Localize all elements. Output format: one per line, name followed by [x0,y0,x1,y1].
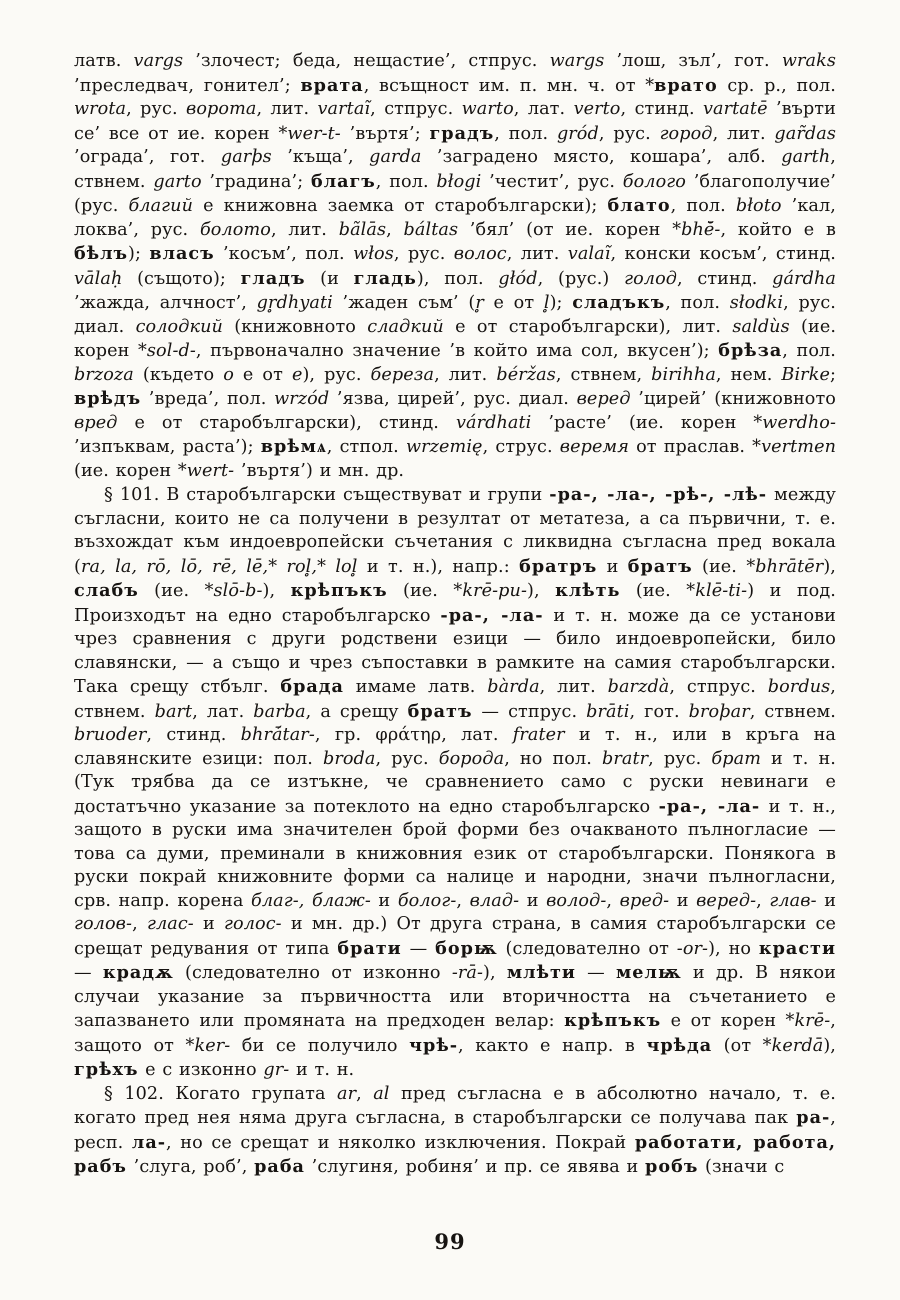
text-segment: , лат. [513,99,574,119]
text-segment: gar̃das [774,123,836,144]
text-segment: , гр. φράτηρ, лат. [314,725,513,745]
text-segment: (следователно от изконно [173,963,452,983]
text-segment: broþar [688,701,750,722]
text-segment: влад- [469,890,520,911]
text-segment: брати [337,937,402,959]
text-segment: , както е напр. в [458,1035,647,1056]
text-segment: , (рус.) [537,268,625,289]
text-segment: al [373,1083,390,1104]
text-segment: борѭ [435,937,498,959]
text-segment: братръ [519,555,598,577]
text-segment: wargs [549,51,605,71]
text-segment: garda [369,147,422,167]
text-segment: , рус. [648,748,712,769]
text-segment: e [291,364,303,385]
text-segment: -ра-, -ла-, -рѣ-, -лѣ- [549,484,768,505]
text-segment: § 102. Когато групата [104,1083,337,1104]
text-segment: глас- [146,914,194,934]
text-segment: , рус. [126,99,186,119]
text-segment: bratr [602,748,649,769]
text-segment: bhrā́tar- [240,725,315,745]
text-segment: и [519,890,547,911]
text-segment: и [370,890,398,911]
text-segment: (значи с [698,1157,785,1177]
text-segment: , рус. [393,244,454,264]
text-segment: вред [74,412,118,433]
text-segment: болог- [397,890,457,911]
text-segment: wrzemię [406,437,483,457]
text-segment: , ствнем. [74,677,836,722]
text-segment: kerdā [771,1035,824,1056]
text-segment: и [597,556,628,577]
text-segment: bhrātēr [755,556,824,577]
text-segment: werdho- [762,412,836,433]
text-segment: o [223,364,234,385]
text-segment: гладъ [240,267,306,289]
text-segment: красти [758,937,836,959]
text-segment: чрѣ- [409,1034,458,1056]
text-segment: garþs [220,147,272,167]
text-segment: веред [576,389,631,409]
text-segment: ’вреда’, пол. [141,389,275,409]
text-segment: глав- [769,890,817,911]
text-segment: братъ [627,555,693,577]
text-segment: (ие. * [620,581,696,601]
text-segment: благ-, блаж- [251,890,371,911]
text-segment: голод [624,268,678,289]
text-segment: głód [498,268,538,289]
text-segment: (ие. * [692,556,756,577]
text-segment: пред съгласна е в абсолютно начало, т. е. когато пред нея няма друга съгласна, в старобългарски се получава пак [74,1083,836,1128]
text-segment: , рус. [598,123,660,144]
text-segment: , струс. [482,437,560,457]
text-segment: , стинд. [620,99,703,119]
text-segment: báltas [403,219,459,240]
text-segment: и т. н. може да се установи чрез сравнения с други родствени езици — било индоевропейски, било славянски, — а също и чрез съпоставки в рамките на самия старобългарски. Така срещу стбълг. [74,605,836,697]
text-segment: сладъкъ [572,292,666,313]
text-block [74,50,836,1180]
text-segment: garto [153,171,202,192]
text-segment: крѣпъкъ [564,1010,662,1031]
text-segment: веред- [696,890,757,911]
text-segment: , който е в [720,219,836,240]
text-segment: ’язва, цирей’, рус. диал. [329,389,577,409]
text-segment: и т. н.), напр.: [357,556,520,577]
text-segment: и др. В някои случаи указание за първичността или вторичността на съчетанието е запазването или промяната на предходен велар: [74,963,836,1031]
text-segment: ’градина’; [201,171,311,192]
text-segment: грѣхъ [74,1059,139,1080]
text-segment: брѣза [718,340,783,361]
text-segment: r̥ [475,293,484,313]
text-segment: ), [823,1035,836,1056]
text-segment: , гот. [629,701,689,722]
text-segment: клѣть [555,580,621,601]
text-segment: ’злочест; беда, нещастие’, стпрус. [183,51,550,71]
text-segment: ), [483,963,507,983]
text-segment: робъ [645,1156,699,1177]
text-segment: , ствнем. [749,701,836,722]
text-segment: ); [128,244,150,264]
text-segment: błoto [735,196,782,216]
text-segment: волод- [546,890,607,911]
text-segment: ’благополучие’ (рус. [74,171,836,216]
text-segment: е от старобългарски), лит. [443,316,733,337]
text-segment: солодкий [135,316,223,337]
text-segment: -ра-, -ла- [440,604,544,626]
text-segment: е от [233,364,292,385]
text-segment: имаме латв. [343,677,488,697]
text-segment: е с изконно [138,1060,264,1080]
text-segment: -or- [676,938,709,959]
text-segment: благий [128,196,194,216]
text-segment: ); [549,293,573,313]
text-segment: , пол. [494,123,557,144]
text-segment: блато [607,195,671,216]
text-segment: , ствнем. [74,147,836,192]
text-segment: , ствнем, [555,364,652,385]
text-segment: , лит. [506,244,568,264]
text-segment: gr- [263,1060,290,1080]
text-segment: ’въртя’; [340,123,430,144]
text-segment: ) и под. Произходът на едно старобългарско [74,581,836,626]
text-segment: bordus [767,677,831,697]
text-segment: valaĩ [567,244,611,264]
text-segment: — стпрус. [472,701,587,722]
text-segment: , [356,1083,374,1104]
text-segment: ла- [131,1131,167,1153]
text-segment: город [659,123,713,144]
text-segment: ker- [194,1035,231,1056]
text-segment: wer-t- [287,123,341,144]
text-segment: ’изпъквам, раста’); [74,437,261,457]
text-segment: , но пол. [504,748,603,769]
text-segment: е от старобългарски), стинд. [117,412,456,433]
text-segment: verto [573,99,621,119]
text-segment: и т. н., защото в руски има значителен брой форми без очакваното пълногласие — това са думи, преминали в книжовния език от старобългарски. Понякога в руски покрай книжовните форми са налице и народни, значи пълногласни, срв. напр. корена [74,796,836,911]
text-segment: брада [280,676,344,697]
text-segment: (ие. корен * [74,460,187,481]
text-segment: (книжовното [222,316,368,337]
text-segment: saldùs [732,316,790,337]
text-segment: vartaĩ [317,99,371,119]
text-segment: волос [453,244,507,264]
text-segment: работати, работа, рабъ [74,1131,836,1177]
text-segment: błogi [436,171,482,192]
text-segment: , рус. диал. [74,293,836,337]
text-segment: , стинд. [146,725,241,745]
text-segment: (ие. * [138,581,214,601]
text-segment: раба [254,1156,305,1177]
text-segment: , лит. [712,123,775,144]
text-segment: vartatē [703,99,768,119]
text-segment: , лит. [270,219,339,240]
text-segment: ), [262,581,291,601]
text-segment: болото [199,219,271,240]
text-segment: broda [322,748,376,769]
text-segment: ), [527,581,556,601]
text-segment: , лат. [192,701,254,722]
text-segment: ’честит’, рус. [481,171,623,192]
text-segment: , всъщност им. п. мн. ч. от * [363,75,655,96]
text-segment: и [193,914,225,934]
text-segment: słodki [729,293,784,313]
text-segment: , [386,219,404,240]
text-segment: vertmen [761,437,836,457]
text-segment: чрѣда [646,1034,713,1056]
text-segment: ra, la, rō, lō, rē, lē, [80,556,269,577]
text-segment: млѣти [506,962,576,983]
text-segment: и мн. др.) От друга страна, в самия старобългарски се срещат редувания от типа [74,914,836,959]
text-segment: gr̥dhyati [256,293,333,313]
text-segment: ’въртя’) и мн. др. [234,460,405,481]
text-segment: brāti [586,701,630,722]
text-segment: (където [133,364,224,385]
text-segment: голов- [74,914,133,934]
text-segment: ), пол. [416,268,499,289]
text-segment: , пол. [782,341,836,361]
text-segment: -ра-, -ла- [658,795,761,817]
text-segment: ’слугиня, робиня’ и пр. се явява и [304,1157,646,1177]
text-segment: krē-pu- [462,581,528,601]
text-segment: ), [823,556,836,577]
text-segment: * [268,556,287,577]
text-segment: birihha [651,364,716,385]
text-segment: ; [829,364,836,385]
text-segment: -rā- [451,963,484,983]
text-segment: и [669,890,697,911]
text-segment: § 101. В старобългарски съществуват и групи [104,485,550,505]
text-segment: krē- [794,1011,831,1031]
text-segment: гладь [353,267,417,289]
text-segment: , а срещу [305,701,408,722]
text-segment: , защото от * [74,1011,836,1056]
text-segment: vargs [133,51,184,71]
text-segment: ра- [796,1107,831,1128]
text-segment: бѣлъ [74,243,129,264]
text-segment: ’преследвач, гонител’; [74,75,301,96]
paragraph-102 [74,1083,836,1180]
text-segment: , първоначално значение ’в който има сол, вкусен’); [195,341,719,361]
text-segment: , нем. [715,364,782,385]
text-segment: вред- [619,890,670,911]
text-segment: Birke [781,364,830,385]
text-segment: bhē̆- [681,219,721,240]
text-segment: ’косъм’, пол. [214,244,354,264]
text-segment: ), но [708,938,759,959]
paragraph-continued [74,50,836,483]
text-segment: борода [438,748,505,769]
text-segment: между съгласни, които не са получени в резултат от метатеза, а са първични, т. е. възхождат към индоевропейски съчетания с ликвидна съгласна пред вокала ( [74,485,836,577]
text-segment: ’къща’, [271,147,370,167]
text-segment: ’жаден съм’ ( [332,293,476,313]
text-segment: vālaḥ [74,268,123,289]
text-segment: klē-ti- [695,581,748,601]
text-segment: warto [461,99,514,119]
text-segment: , рус. [375,748,439,769]
text-segment: , лит. [539,677,608,697]
text-segment: — [401,938,436,959]
text-segment: от праслав. * [628,437,762,457]
text-segment: barzdà [607,677,670,697]
text-segment: , [756,890,770,911]
text-segment: благъ [310,170,376,192]
text-segment: wrota [74,99,127,119]
text-segment: сладкий [367,316,444,337]
text-segment: болого [622,171,686,192]
text-segment: , пол. [665,293,730,313]
text-segment: , конски косъм’, стинд. [610,244,836,264]
text-segment: и т. н. [289,1060,355,1080]
text-segment: береза [370,364,435,385]
page-number: 99 [434,1229,466,1254]
text-segment: , лит. [256,99,318,119]
text-segment: frater [512,725,565,745]
text-segment: l̥ [543,293,550,313]
text-segment: włos [353,244,394,264]
text-segment: rol̥, [286,556,318,577]
text-segment: слабъ [74,580,139,601]
text-segment: , респ. [74,1108,836,1153]
text-segment: ’лош, зъл’, гот. [604,51,782,71]
text-segment: sol-d- [146,341,196,361]
text-segment: , пол. [670,196,736,216]
text-segment: ’заградено място, кошара’, алб. [421,147,782,167]
text-segment: brzoza [74,364,134,385]
text-segment: (ие. корен * [74,316,836,361]
text-segment: bãlās [338,219,387,240]
text-segment: gród [556,123,599,144]
text-segment: мелѭ [616,962,682,983]
text-segment: , [132,914,147,934]
text-segment: ’ограда’, гот. [74,147,221,167]
text-segment: врѣмѧ [260,436,327,457]
text-segment: bàrda [487,677,540,697]
text-segment: градъ [429,122,495,144]
text-segment: и [816,890,836,911]
text-segment: , стпол. [326,437,406,457]
text-segment: и т. н. (Тук трябва да се изтъкне, че сравнението само с руски невинаги е достатъчно указание за потеклото на едно старобългарско [74,748,836,817]
text-segment: garth [781,147,831,167]
text-segment: ср. р., пол. [717,75,836,96]
text-segment: братъ [407,700,473,722]
text-segment: крадѫ [102,962,174,983]
text-segment: ’бял’ (от ие. корен * [458,219,682,240]
text-segment: gárdha [772,268,836,289]
text-segment: ’расте’ (ие. корен * [531,412,763,433]
text-segment: (следователно от [497,938,677,959]
text-segment: (и [305,268,354,289]
text-segment: , пол. [375,171,437,192]
text-segment: bart [154,701,193,722]
text-segment: е книжовна заемка от старобългарски); [193,196,608,216]
text-segment: веремя [559,437,629,457]
text-segment: — [74,963,103,983]
text-segment: власъ [149,243,215,264]
text-segment: ’жажда, алчност’, [74,293,257,313]
text-segment: wraks [781,51,836,71]
text-segment: , стпрус. [669,677,768,697]
text-segment: — [575,963,616,983]
text-segment: латв. [74,51,134,71]
text-segment: ворота [186,99,257,119]
text-segment: , стинд. [677,268,773,289]
text-segment: , стпрус. [370,99,462,119]
text-segment: slō-b- [213,581,263,601]
text-segment: wert- [186,460,235,481]
text-segment: е от корен * [661,1011,795,1031]
text-segment: (от * [712,1035,772,1056]
text-segment: (същото); [122,268,241,289]
text-segment: ’кал, локва’, рус. [74,196,836,240]
text-segment: ), рус. [302,364,371,385]
text-segment: ’цирей’ (книжовното [630,389,836,409]
text-segment: врѣдъ [74,388,142,409]
text-segment: врата [300,74,364,96]
text-segment: ar [336,1083,357,1104]
text-segment: bruoder [74,725,147,745]
text-segment: крѣпъкъ [290,580,388,601]
text-segment: * [317,556,336,577]
text-segment: би се получило [230,1035,410,1056]
text-segment: е от [483,293,544,313]
text-segment: врато [654,74,718,96]
text-segment: , [456,890,470,911]
text-segment: ’слуга, роб’, [126,1157,255,1177]
text-segment: голос- [224,914,282,934]
text-segment: , но се срещат и няколко изключения. Покрай [166,1132,635,1153]
text-segment: wrzód [274,389,330,409]
text-segment: , [606,890,620,911]
text-segment: lol̥ [335,556,358,577]
text-segment: брат [711,748,761,769]
text-segment: barba [253,701,306,722]
text-segment: и т. н., или в кръга на славянските езици: пол. [74,725,836,769]
text-segment: , лит. [434,364,497,385]
text-segment: várdhati [455,412,532,433]
paragraph-101 [74,483,836,1083]
text-segment: béržas [496,364,556,385]
text-segment: (ие. * [387,581,463,601]
text-segment: ’върти се’ все от ие. корен * [74,99,836,144]
